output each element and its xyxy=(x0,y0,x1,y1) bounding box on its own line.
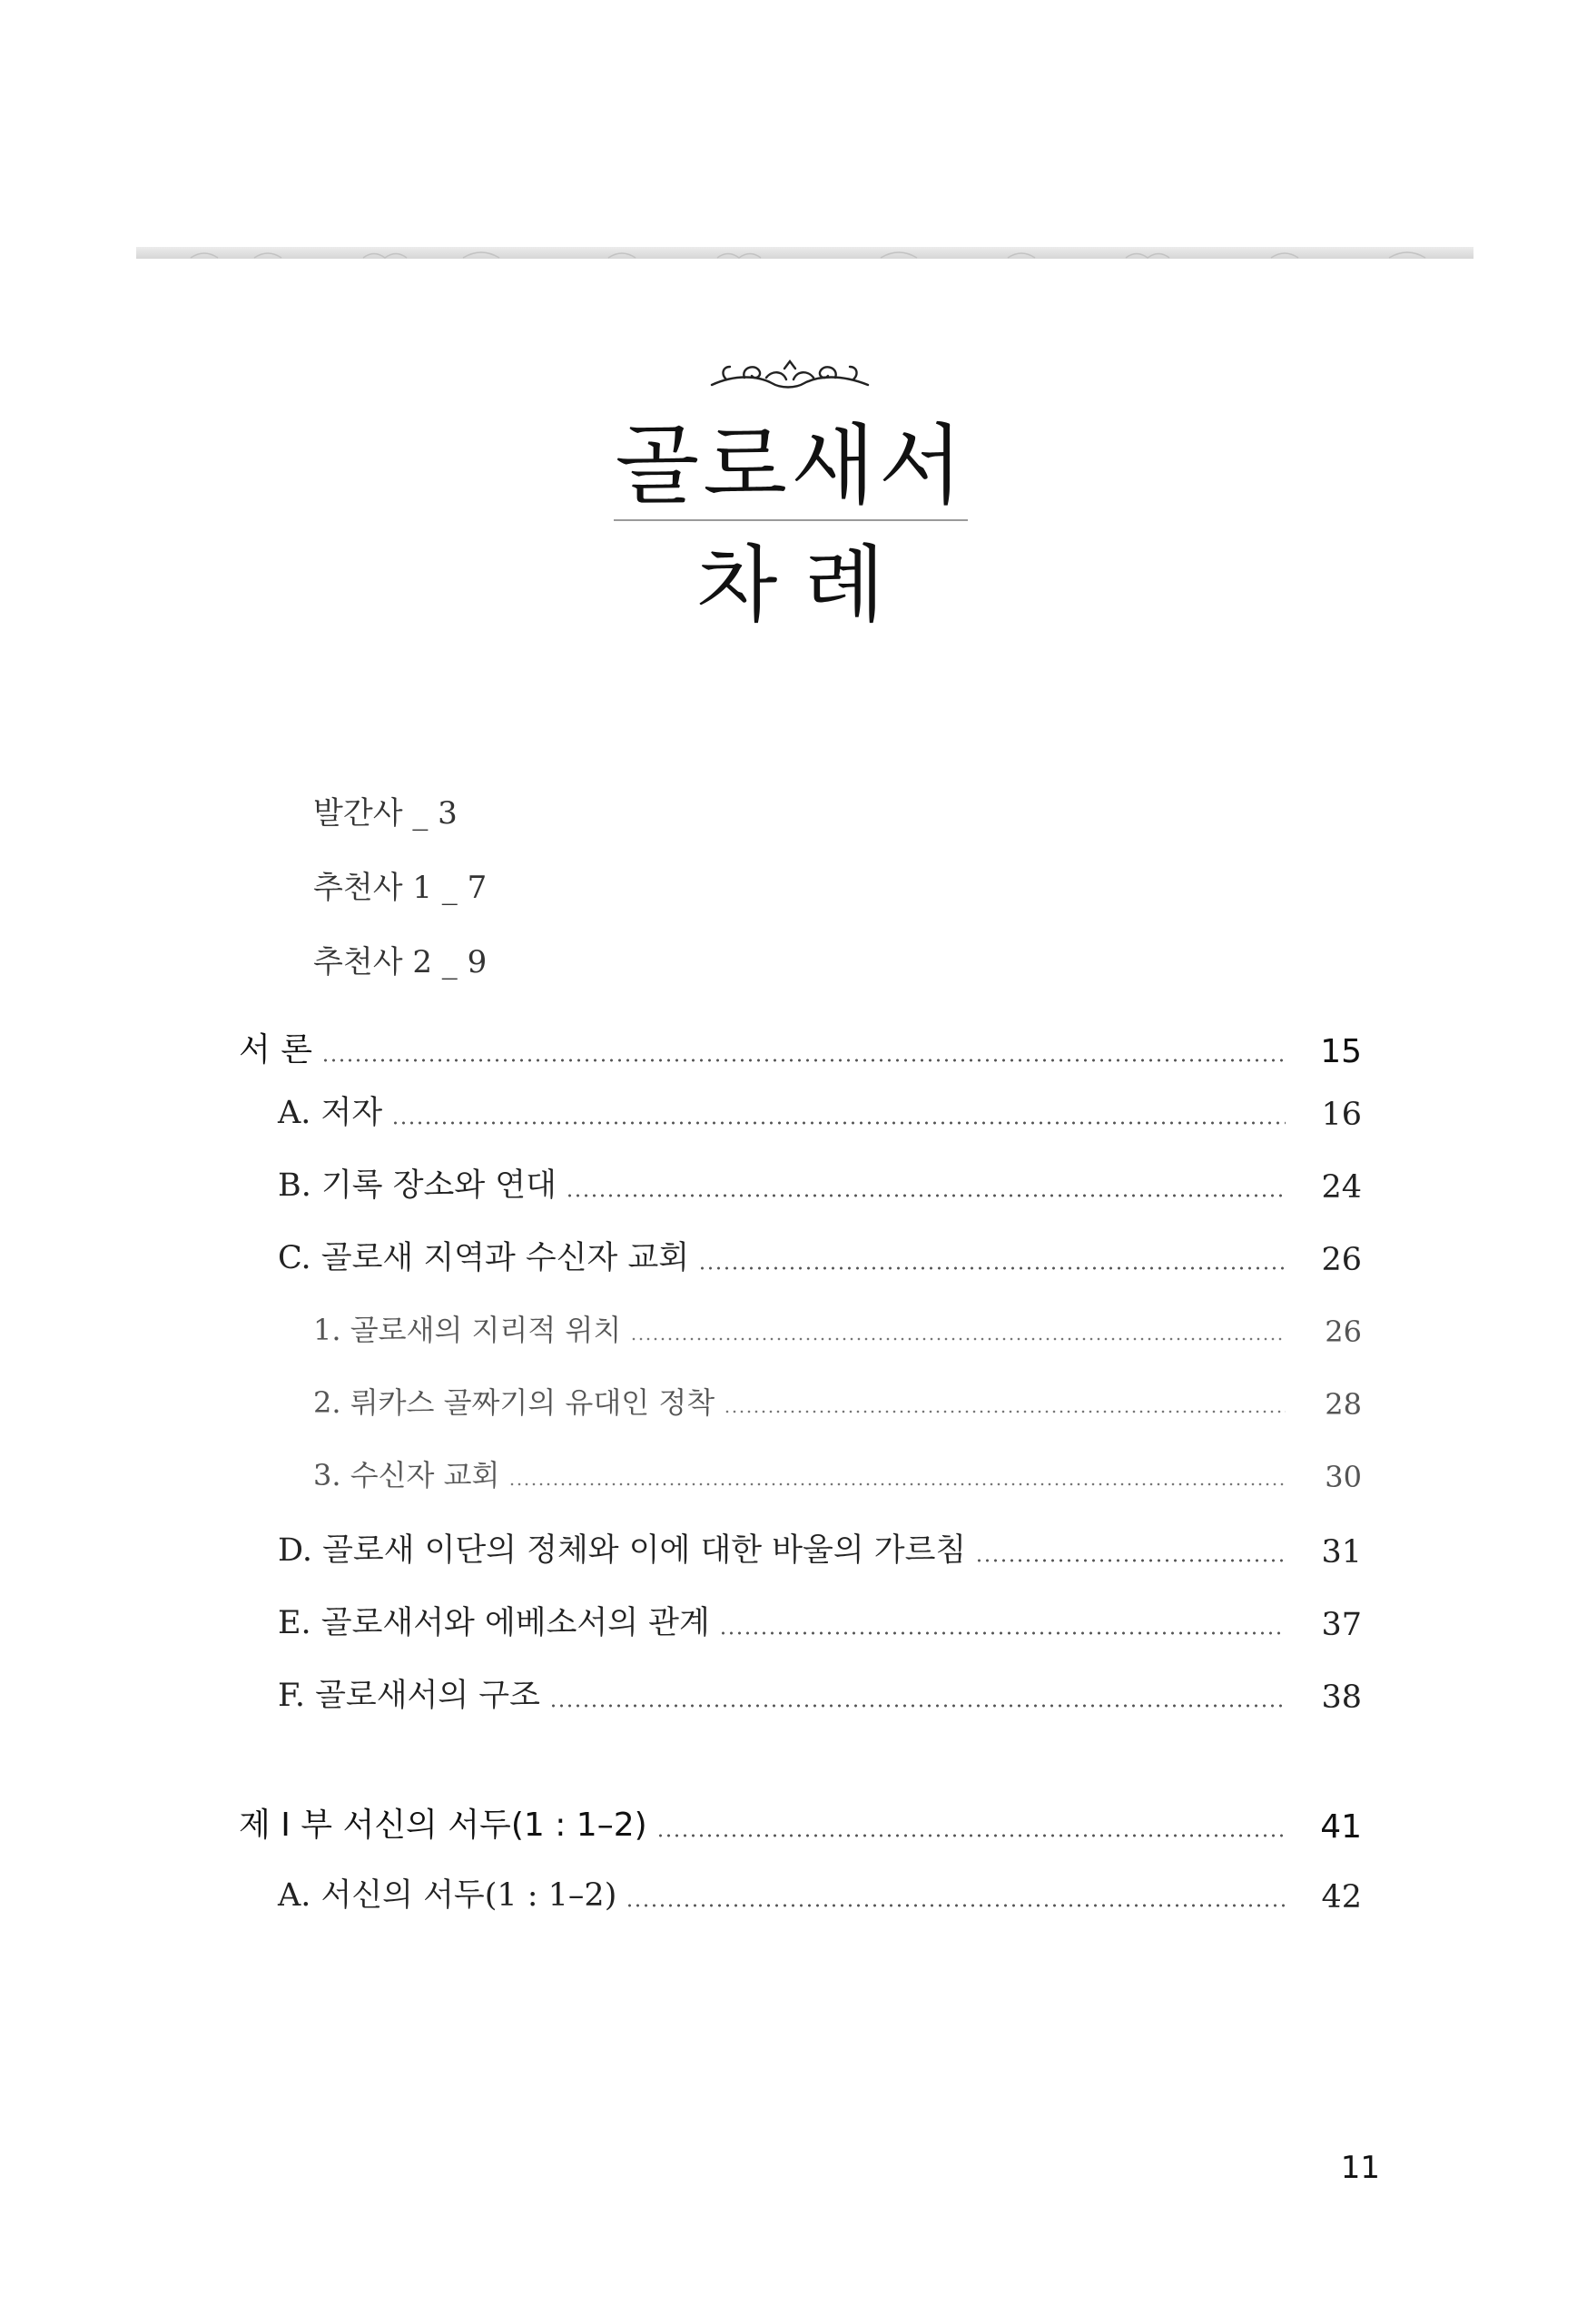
dot-leader xyxy=(566,1194,1286,1197)
dot-leader xyxy=(549,1704,1286,1708)
front-matter-item: 추천사 2 _ 9 xyxy=(313,944,488,980)
toc-entry[interactable] xyxy=(278,1233,1362,1278)
front-matter-item: 발간사 _ 3 xyxy=(313,795,458,832)
dot-leader xyxy=(975,1559,1286,1562)
toc-entry-label: 2. 뤼카스 골짜기의 유대인 정착 xyxy=(313,1385,715,1420)
toc-entry[interactable] xyxy=(278,1160,1362,1206)
toc-entry-part-1[interactable] xyxy=(239,1799,1362,1846)
toc-subentry[interactable] xyxy=(313,1307,1362,1349)
toc-entry[interactable] xyxy=(278,1598,1362,1643)
toc-entry-label: A. 저자 xyxy=(278,1095,383,1131)
toc-entry-label: 3. 수신자 교회 xyxy=(313,1458,500,1492)
toc-entry-page: 15 xyxy=(1320,1033,1362,1070)
title-divider xyxy=(614,519,968,521)
toc-subentry[interactable] xyxy=(313,1380,1362,1422)
book-title: 골로새서 xyxy=(615,415,967,517)
dot-leader xyxy=(719,1631,1286,1635)
toc-entry-label: 1. 골로새의 지리적 위치 xyxy=(313,1313,622,1347)
toc-entry-label: B. 기록 장소와 연대 xyxy=(278,1167,557,1204)
dot-leader xyxy=(656,1834,1286,1837)
toc-entry-label: C. 골로새 지역과 수신자 교회 xyxy=(278,1240,690,1276)
toc-entry-page: 28 xyxy=(1325,1387,1362,1422)
dot-leader xyxy=(321,1059,1286,1062)
toc-entry-page: 26 xyxy=(1325,1315,1362,1349)
page-number: 11 xyxy=(1340,2150,1380,2186)
band-pattern-icon xyxy=(136,247,1474,259)
toc-entry-page: 24 xyxy=(1321,1169,1362,1206)
toc-entry-page: 26 xyxy=(1321,1242,1362,1278)
decorative-header-band xyxy=(136,247,1474,259)
front-matter-list xyxy=(313,795,487,1019)
toc-entry-page: 41 xyxy=(1320,1808,1362,1846)
toc-entry[interactable] xyxy=(278,1525,1362,1571)
front-matter-item: 추천사 1 _ 7 xyxy=(313,870,488,906)
toc-entry-label: 서 론 xyxy=(239,1031,312,1068)
toc-entry-page: 38 xyxy=(1321,1679,1362,1716)
toc-entry[interactable] xyxy=(278,1670,1362,1716)
dot-leader xyxy=(391,1121,1286,1125)
dot-leader xyxy=(724,1410,1286,1413)
toc-entry-introduction[interactable] xyxy=(239,1024,1362,1070)
toc-entry-page: 30 xyxy=(1325,1460,1362,1494)
toc-entry-label: D. 골로새 이단의 정체와 이에 대한 바울의 가르침 xyxy=(278,1532,967,1569)
contents-heading: 차 례 xyxy=(696,537,885,634)
toc-entry[interactable] xyxy=(278,1088,1362,1133)
toc-entry-page: 37 xyxy=(1321,1607,1362,1643)
toc-entry-label: 제 I 부 서신의 서두(1 : 1–2) xyxy=(239,1807,647,1844)
toc-entry-label: F. 골로새서의 구조 xyxy=(278,1678,540,1714)
dot-leader xyxy=(630,1337,1286,1341)
toc-entry-label: A. 서신의 서두(1 : 1–2) xyxy=(278,1877,617,1914)
flourish-ornament-icon xyxy=(708,356,872,392)
dot-leader xyxy=(698,1266,1286,1270)
dot-leader xyxy=(626,1904,1286,1907)
dot-leader xyxy=(508,1482,1286,1486)
toc-entry-page: 31 xyxy=(1321,1534,1362,1571)
toc-entry-page: 42 xyxy=(1321,1879,1362,1915)
toc-subentry[interactable] xyxy=(313,1452,1362,1494)
toc-entry-page: 16 xyxy=(1321,1097,1362,1133)
toc-entry-label: E. 골로새서와 에베소서의 관계 xyxy=(278,1605,710,1641)
toc-entry[interactable] xyxy=(278,1870,1362,1915)
